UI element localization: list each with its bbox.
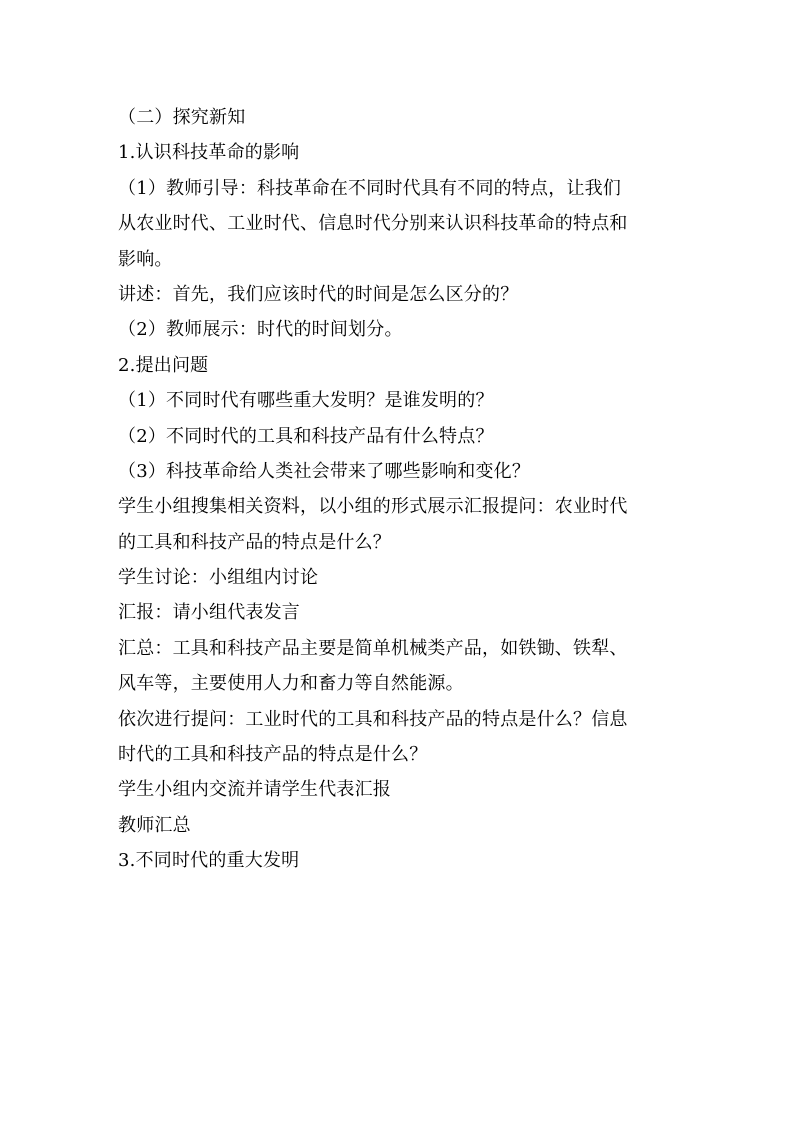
document-body (118, 100, 688, 879)
text-line: （1）教师引导：科技革命在不同时代具有不同的特点，让我们 (118, 177, 622, 199)
text-line: 学生讨论：小组组内讨论 (118, 567, 319, 589)
text-line: 风车等，主要使用人力和畜力等自然能源。 (118, 673, 464, 695)
section-heading: （二）探究新知 (118, 107, 246, 128)
text-line: 学生小组搜集相关资料，以小组的形式展示汇报提问：农业时代 (118, 496, 628, 518)
text-line: （3）科技革命给人类社会带来了哪些影响和变化？ (118, 460, 531, 482)
subsection-heading: 3.不同时代的重大发明 (118, 850, 300, 872)
subsection-heading: 1.认识科技革命的影响 (118, 142, 300, 164)
text-line: 的工具和科技产品的特点是什么？ (118, 531, 391, 553)
text-line: 依次进行提问：工业时代的工具和科技产品的特点是什么？信息 (118, 708, 628, 730)
text-line: 教师汇总 (118, 814, 191, 836)
text-line: 从农业时代、工业时代、信息时代分别来认识科技革命的特点和 (118, 213, 628, 235)
text-line: （2）教师展示：时代的时间划分。 (118, 319, 403, 341)
text-line: 影响。 (118, 248, 173, 270)
text-line: 汇报：请小组代表发言 (118, 602, 300, 624)
text-line: 汇总：工具和科技产品主要是简单机械类产品，如铁锄、铁犁、 (118, 637, 628, 659)
text-line: （1）不同时代有哪些重大发明？是谁发明的？ (118, 390, 494, 412)
text-line: （2）不同时代的工具和科技产品有什么特点？ (118, 425, 494, 447)
text-line: 讲述：首先，我们应该时代的时间是怎么区分的？ (118, 283, 519, 305)
subsection-heading: 2.提出问题 (118, 354, 209, 376)
text-line: 学生小组内交流并请学生代表汇报 (118, 779, 391, 801)
text-line: 时代的工具和科技产品的特点是什么？ (118, 744, 428, 766)
